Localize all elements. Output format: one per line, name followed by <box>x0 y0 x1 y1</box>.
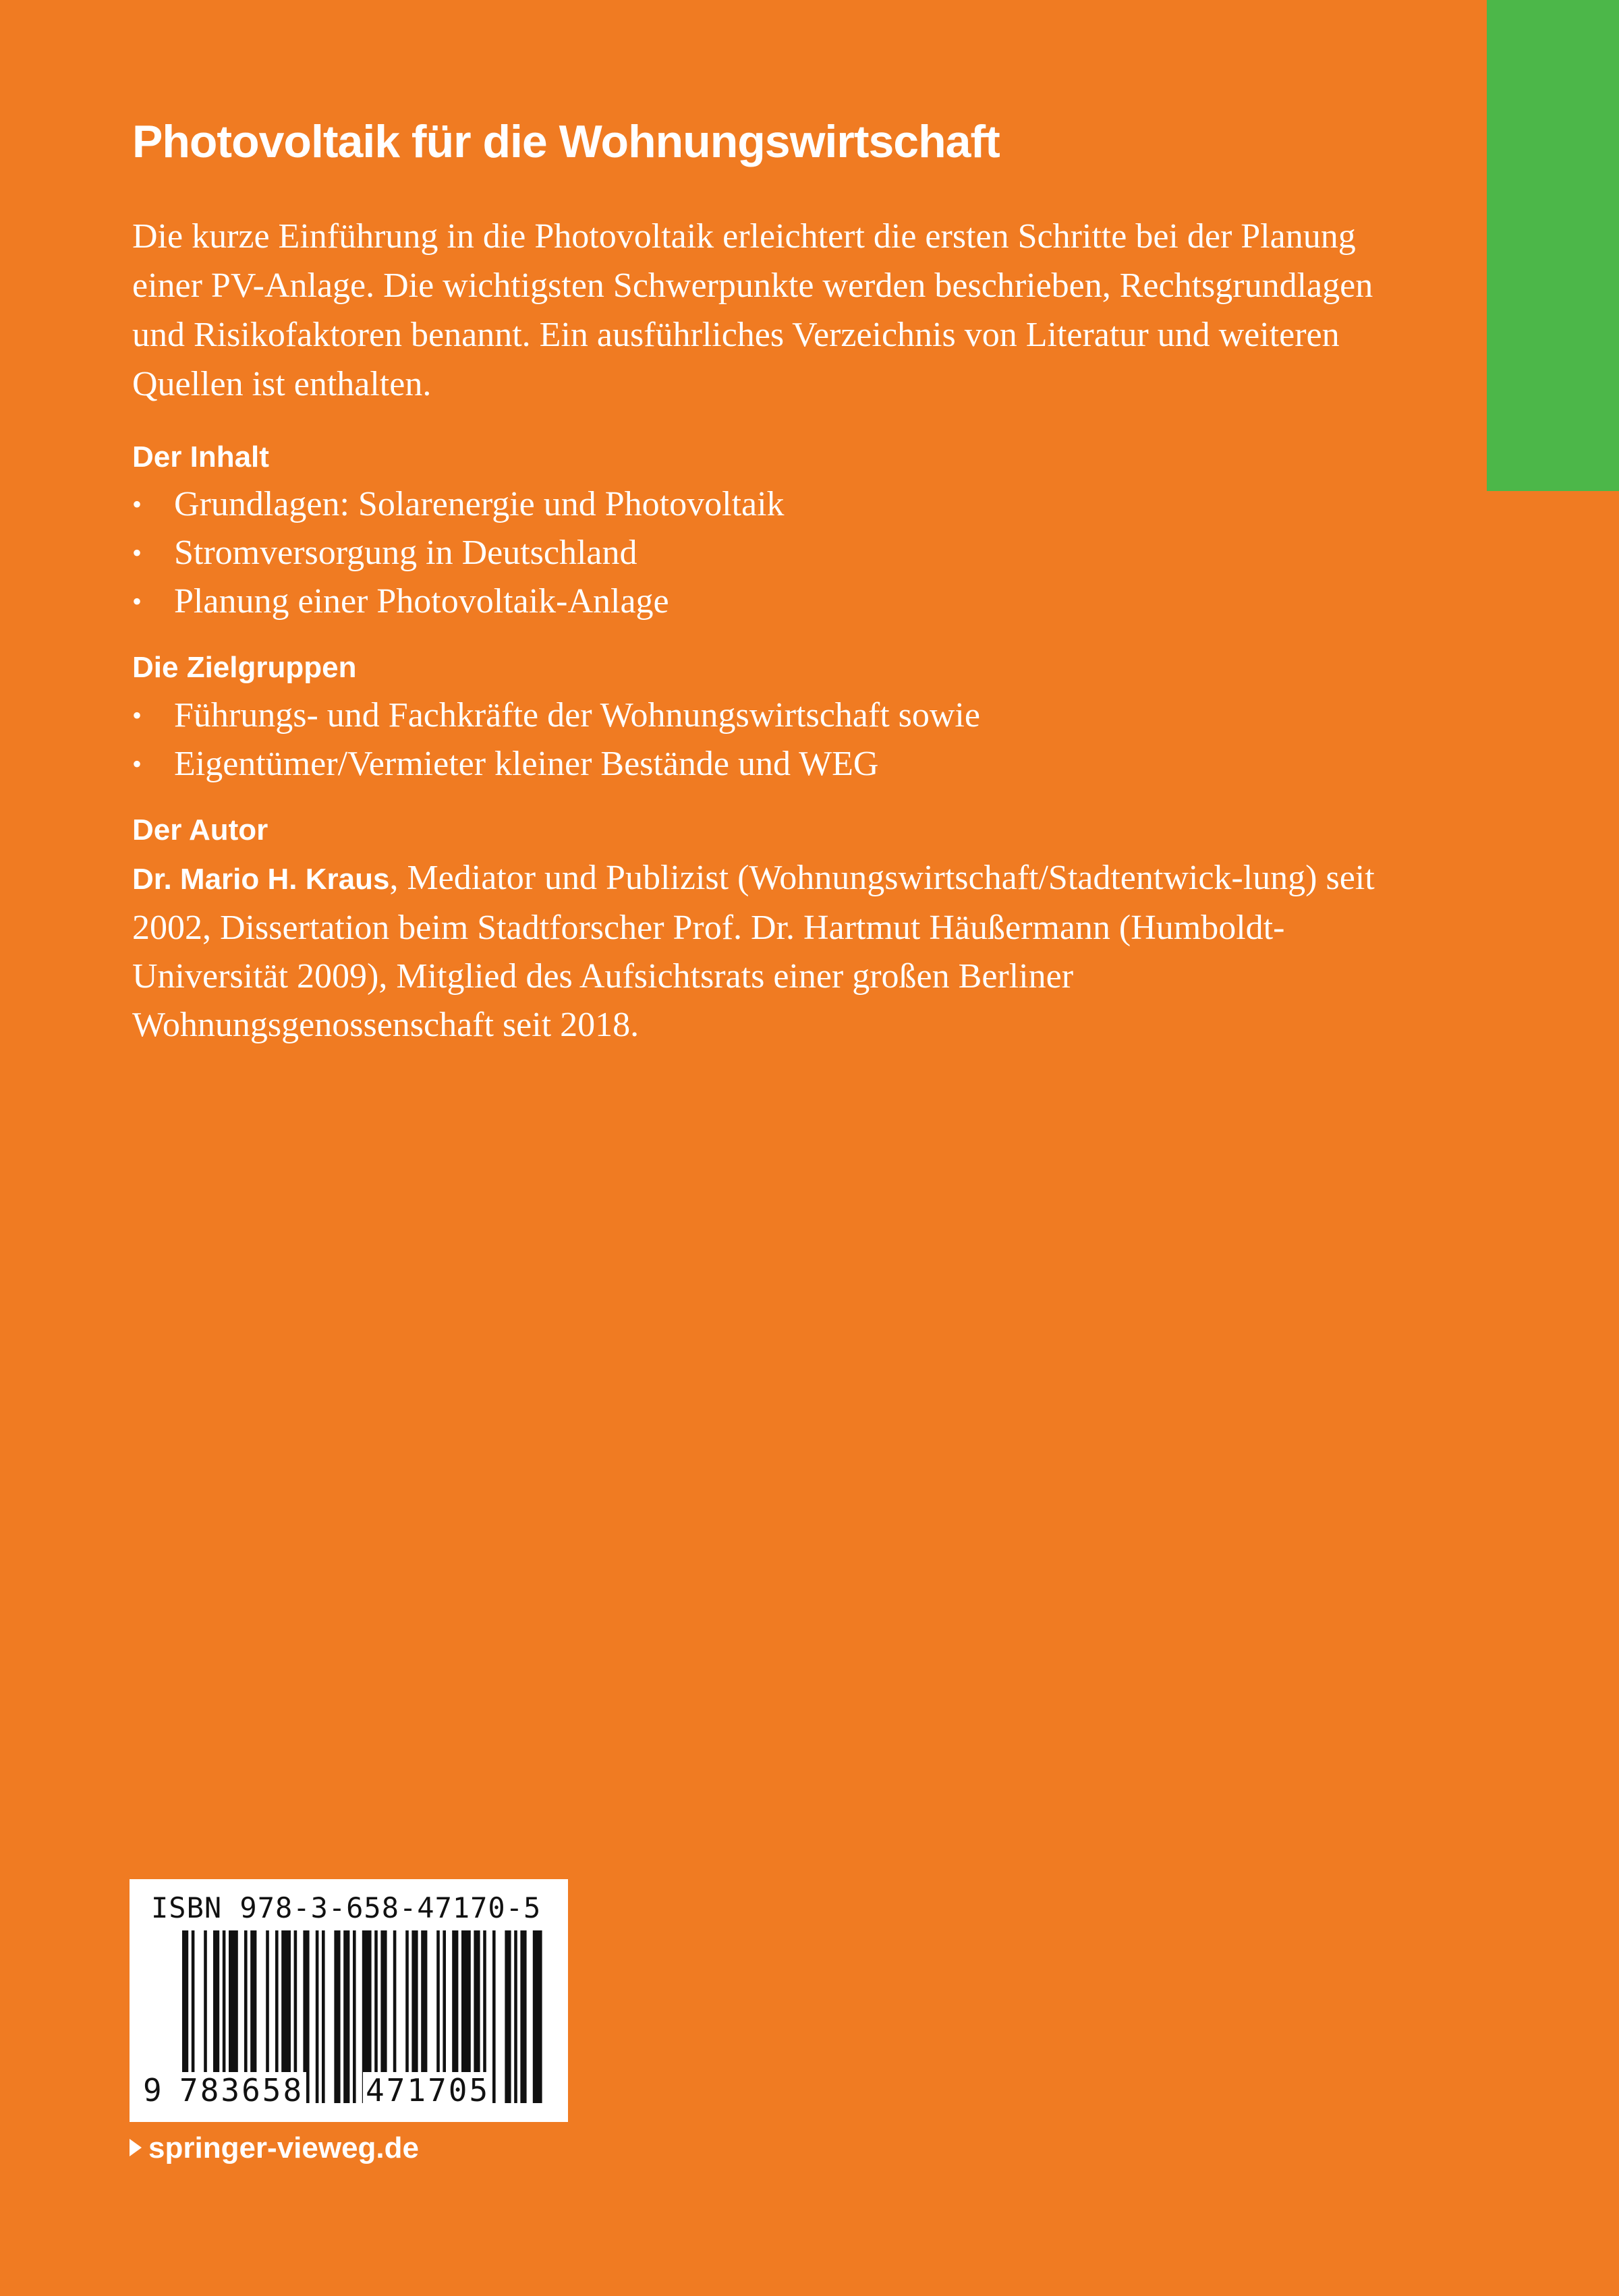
contents-list <box>132 480 1414 626</box>
barcode-digit-first: 9 <box>143 2072 162 2108</box>
barcode-digits-right: 471705 <box>363 2072 492 2108</box>
audience-heading: Die Zielgruppen <box>132 651 357 685</box>
bullet-icon: • <box>132 749 142 780</box>
author-bio-text: , Mediator und Publizist (Wohnungswirtschaft/Stadtentwick-lung) seit 2002, Dissertation beim Stadtforscher Prof. Dr. Hartmut Häußermann (Humboldt-Universität 2009), Mitglied des Aufsichtsrats einer großen Berliner Wohnungsgenossenschaft seit 2018. <box>132 858 1375 1044</box>
isbn-barcode <box>130 1879 568 2122</box>
arrow-right-icon <box>130 2139 142 2156</box>
contents-heading: Der Inhalt <box>132 440 269 473</box>
list-item-text: Grundlagen: Solarenergie und Photovoltaik <box>174 485 785 524</box>
publisher-link[interactable] <box>130 2131 419 2165</box>
list-item <box>132 691 1414 740</box>
bullet-icon: • <box>132 489 142 520</box>
green-accent-tab <box>1487 0 1619 491</box>
audience-list <box>132 691 1414 788</box>
list-item <box>132 480 1414 529</box>
isbn-label: ISBN 978-3-658-47170-5 <box>151 1891 542 1924</box>
bullet-icon: • <box>132 538 142 569</box>
author-bio <box>132 854 1414 1050</box>
author-name: Dr. Mario H. Kraus <box>132 862 390 896</box>
list-item <box>132 740 1414 788</box>
author-heading: Der Autor <box>132 813 268 847</box>
barcode-digits <box>143 2072 555 2113</box>
bullet-icon: • <box>132 586 142 617</box>
list-item-text: Führungs- und Fachkräfte der Wohnungswirtschaft sowie <box>174 696 980 735</box>
list-item <box>132 577 1414 626</box>
list-item <box>132 529 1414 577</box>
barcode-digits-left: 783658 <box>177 2072 306 2108</box>
list-item-text: Planung einer Photovoltaik-Anlage <box>174 582 669 621</box>
list-item-text: Eigentümer/Vermieter kleiner Bestände und WEG <box>174 745 879 784</box>
book-title: Photovoltaik für die Wohnungswirtschaft <box>132 116 1000 167</box>
bullet-icon: • <box>132 700 142 731</box>
intro-paragraph: Die kurze Einführung in die Photovoltaik erleichtert die ersten Schritte bei der Planung einer PV-Anlage. Die wichtigsten Schwerpunkte werden beschrieben, Rechtsgrundlagen und Risikofaktoren benannt. Ein ausführliches Verzeichnis von Literatur und weiteren Quellen ist enthalten. <box>132 217 1373 403</box>
cover-content <box>132 115 1414 1050</box>
publisher-url: springer-vieweg.de <box>148 2131 420 2164</box>
list-item-text: Stromversorgung in Deutschland <box>174 534 637 573</box>
